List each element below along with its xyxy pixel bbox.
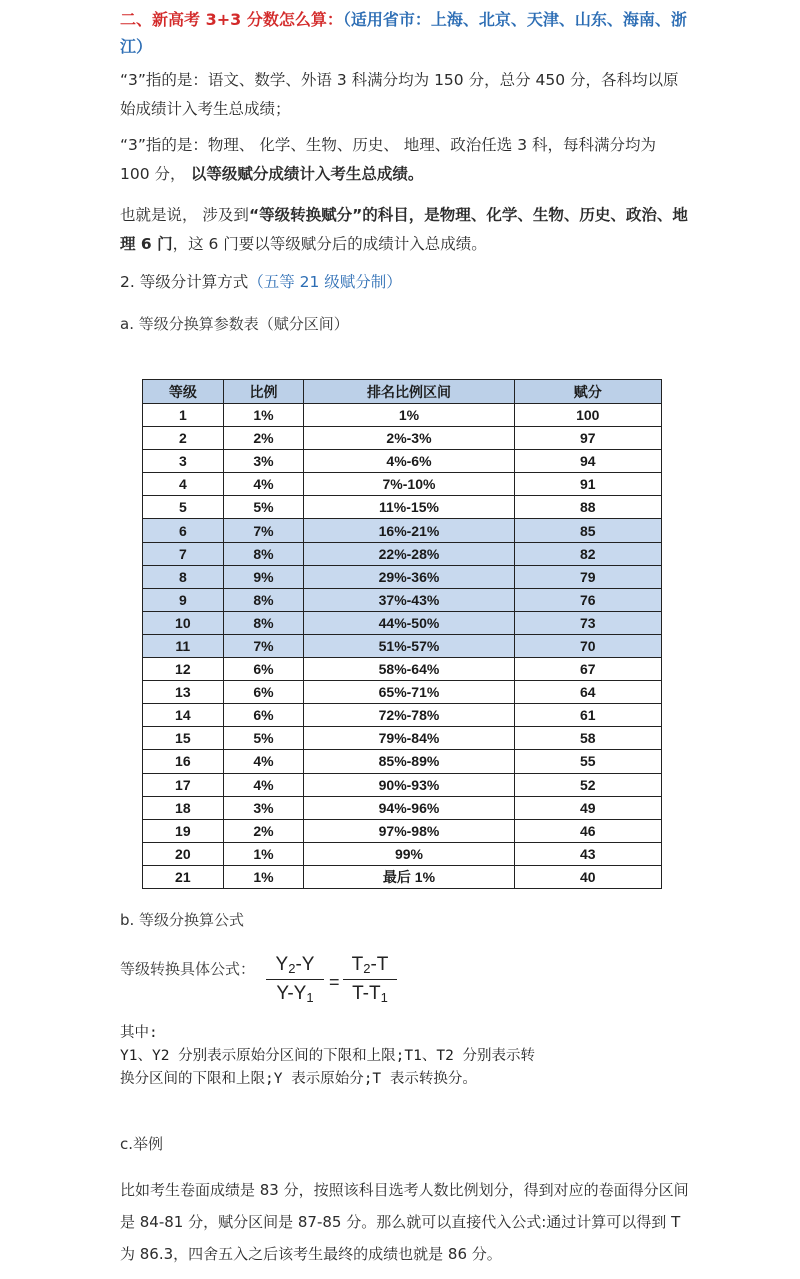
formula-label: 等级转换具体公式： <box>120 960 256 978</box>
ratio-cell: 8% <box>223 588 304 611</box>
grade-cell: 20 <box>143 842 224 865</box>
rank-range-cell: 72%-78% <box>304 704 514 727</box>
grade-cell: 10 <box>143 611 224 634</box>
table-row <box>143 773 662 796</box>
table-row <box>143 611 662 634</box>
score-cell: 76 <box>514 588 661 611</box>
grade-cell: 21 <box>143 865 224 888</box>
explanation-line-1: 其中: <box>120 1025 158 1041</box>
right-numerator: $T_2-T$ <box>351 954 389 976</box>
rank-range-cell: 29%-36% <box>304 565 514 588</box>
paragraph-main-subjects: “3”指的是：语文、数学、外语 3 科满分均为 150 分，总分 450 分，各科均以原始成绩计入考生总成绩； <box>120 71 679 118</box>
ratio-cell: 6% <box>223 704 304 727</box>
section-heading <box>120 6 690 60</box>
p3-text-c: ，这 6 门要以等级赋分后的成绩计入总成绩。 <box>172 235 487 253</box>
score-cell: 85 <box>514 519 661 542</box>
p2-bold-text: 以等级赋分成绩计入考生总成绩。 <box>185 165 424 183</box>
grade-cell: 19 <box>143 819 224 842</box>
grade-cell: 17 <box>143 773 224 796</box>
score-cell: 97 <box>514 427 661 450</box>
score-cell: 43 <box>514 842 661 865</box>
heading-blue-text: （适用省市：上海、北京、天津、山东、海南、浙江） <box>120 10 687 56</box>
rank-range-cell: 44%-50% <box>304 611 514 634</box>
score-cell: 40 <box>514 865 661 888</box>
section-2-note: （五等 21 级赋分制） <box>248 273 402 291</box>
ratio-cell: 1% <box>223 842 304 865</box>
grade-cell: 1 <box>143 404 224 427</box>
formula-right-fraction <box>343 954 397 1005</box>
score-cell: 52 <box>514 773 661 796</box>
ratio-cell: 7% <box>223 519 304 542</box>
score-cell: 49 <box>514 796 661 819</box>
ratio-cell: 3% <box>223 450 304 473</box>
explanation-line-2: Y1、Y2 分别表示原始分区间的下限和上限;T1、T2 分别表示转 <box>120 1048 536 1064</box>
heading-red-text: 二、新高考 3+3 分数怎么算： <box>120 10 343 29</box>
grade-cell: 6 <box>143 519 224 542</box>
section-2-heading <box>120 268 690 297</box>
ratio-cell: 2% <box>223 427 304 450</box>
header-cell-ratio: 比例 <box>223 380 304 404</box>
grade-cell: 16 <box>143 750 224 773</box>
rank-range-cell: 99% <box>304 842 514 865</box>
header-cell-rank-range: 排名比例区间 <box>304 380 514 404</box>
formula-explanation <box>120 1022 680 1091</box>
rank-range-cell: 90%-93% <box>304 773 514 796</box>
section-2-label: 2. 等级分计算方式 <box>120 273 249 291</box>
rank-range-cell: 51%-57% <box>304 634 514 657</box>
score-cell: 58 <box>514 727 661 750</box>
ratio-cell: 1% <box>223 404 304 427</box>
rank-range-cell: 37%-43% <box>304 588 514 611</box>
paragraph-elective-subjects <box>120 131 690 189</box>
table-row <box>143 404 662 427</box>
table-row <box>143 750 662 773</box>
score-cell: 70 <box>514 634 661 657</box>
rank-range-cell: 2%-3% <box>304 427 514 450</box>
p2-normal-text: “3”指的是：物理、 化学、生物、历史、 地理、政治任选 3 科，每科满分均为 100 分， <box>120 136 656 183</box>
ratio-cell: 4% <box>223 750 304 773</box>
rank-range-cell: 58%-64% <box>304 658 514 681</box>
rank-range-cell: 85%-89% <box>304 750 514 773</box>
table-row <box>143 842 662 865</box>
ratio-cell: 5% <box>223 727 304 750</box>
table-row <box>143 565 662 588</box>
left-numerator: $Y_2-Y$ <box>275 954 315 976</box>
score-cell: 61 <box>514 704 661 727</box>
grade-cell: 4 <box>143 473 224 496</box>
table-row <box>143 865 662 888</box>
p3-bold-text: “等级转换赋分”的科目，是物理、化学、生物、历史、政治、地理 6 门 <box>120 206 688 253</box>
grade-cell: 5 <box>143 496 224 519</box>
table-row <box>143 634 662 657</box>
table-row <box>143 658 662 681</box>
grade-cell: 11 <box>143 634 224 657</box>
grade-cell: 8 <box>143 565 224 588</box>
sub-heading-c: c.举例 <box>120 1135 164 1153</box>
rank-range-cell: 65%-71% <box>304 681 514 704</box>
score-cell: 100 <box>514 404 661 427</box>
rank-range-cell: 7%-10% <box>304 473 514 496</box>
ratio-cell: 2% <box>223 819 304 842</box>
header-cell-grade: 等级 <box>143 380 224 404</box>
formula-equals: = <box>329 972 340 992</box>
grade-cell: 13 <box>143 681 224 704</box>
score-cell: 82 <box>514 542 661 565</box>
rank-range-cell: 11%-15% <box>304 496 514 519</box>
score-cell: 55 <box>514 750 661 773</box>
table-row <box>143 519 662 542</box>
score-cell: 73 <box>514 611 661 634</box>
ratio-cell: 4% <box>223 773 304 796</box>
grade-cell: 12 <box>143 658 224 681</box>
table-row <box>143 727 662 750</box>
score-cell: 79 <box>514 565 661 588</box>
ratio-cell: 9% <box>223 565 304 588</box>
grade-cell: 7 <box>143 542 224 565</box>
paragraph-conversion-note <box>120 201 690 259</box>
p3-text-a: 也就是说， 涉及到 <box>120 206 249 224</box>
rank-range-cell: 16%-21% <box>304 519 514 542</box>
ratio-cell: 6% <box>223 681 304 704</box>
right-denominator: $T-T_1$ <box>352 983 388 1005</box>
table-row <box>143 427 662 450</box>
grade-table-container <box>142 379 662 892</box>
ratio-cell: 1% <box>223 865 304 888</box>
grade-cell: 9 <box>143 588 224 611</box>
table-row <box>143 588 662 611</box>
table-header-row <box>143 380 662 404</box>
score-cell: 64 <box>514 681 661 704</box>
score-cell: 46 <box>514 819 661 842</box>
sub-heading-a: a. 等级分换算参数表（赋分区间） <box>120 315 349 333</box>
example-paragraph: 比如考生卷面成绩是 83 分，按照该科目选考人数比例划分，得到对应的卷面得分区间是 84-81 分，赋分区间是 87-85 分。那么就可以直接代入公式:通过计算可以得到 T 为 86.3，四舍五入之后该考生最终的成绩也就是 86 分。 <box>120 1181 689 1263</box>
grade-cell: 3 <box>143 450 224 473</box>
sub-heading-b: b. 等级分换算公式 <box>120 911 245 929</box>
explanation-line-3: 换分区间的下限和上限;Y 表示原始分;T 表示转换分。 <box>120 1071 477 1087</box>
ratio-cell: 6% <box>223 658 304 681</box>
ratio-cell: 7% <box>223 634 304 657</box>
rank-range-cell: 94%-96% <box>304 796 514 819</box>
formula-left-fraction <box>266 954 324 1005</box>
score-cell: 91 <box>514 473 661 496</box>
ratio-cell: 3% <box>223 796 304 819</box>
ratio-cell: 8% <box>223 611 304 634</box>
rank-range-cell: 最后 1% <box>304 865 514 888</box>
score-cell: 67 <box>514 658 661 681</box>
left-denominator: $Y-Y_1$ <box>276 983 314 1005</box>
grade-cell: 14 <box>143 704 224 727</box>
grade-cell: 18 <box>143 796 224 819</box>
rank-range-cell: 22%-28% <box>304 542 514 565</box>
grade-cell: 2 <box>143 427 224 450</box>
grade-conversion-table <box>142 379 662 889</box>
table-row <box>143 496 662 519</box>
score-cell: 94 <box>514 450 661 473</box>
table-row <box>143 796 662 819</box>
ratio-cell: 8% <box>223 542 304 565</box>
ratio-cell: 5% <box>223 496 304 519</box>
table-row <box>143 542 662 565</box>
ratio-cell: 4% <box>223 473 304 496</box>
table-row <box>143 819 662 842</box>
rank-range-cell: 79%-84% <box>304 727 514 750</box>
rank-range-cell: 97%-98% <box>304 819 514 842</box>
grade-cell: 15 <box>143 727 224 750</box>
rank-range-cell: 1% <box>304 404 514 427</box>
score-cell: 88 <box>514 496 661 519</box>
table-row <box>143 450 662 473</box>
table-row <box>143 473 662 496</box>
table-row <box>143 704 662 727</box>
rank-range-cell: 4%-6% <box>304 450 514 473</box>
header-cell-score: 赋分 <box>514 380 661 404</box>
table-row <box>143 681 662 704</box>
